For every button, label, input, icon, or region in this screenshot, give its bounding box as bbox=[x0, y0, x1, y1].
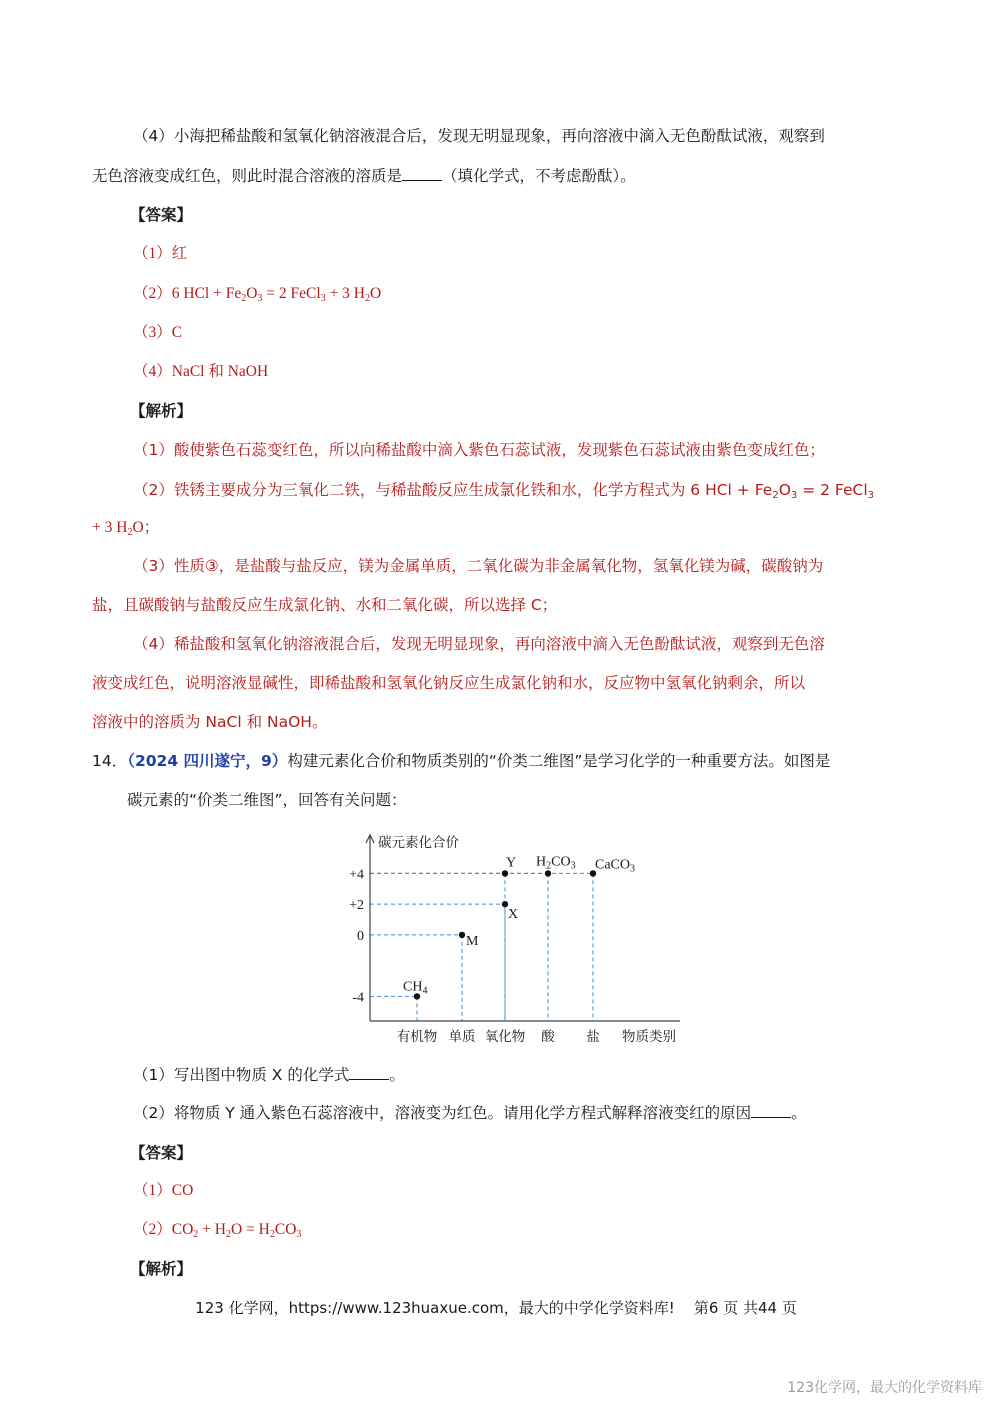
eq-part: + 3 H bbox=[325, 285, 365, 302]
sub-question-text: （1）写出图中物质 X 的化学式 bbox=[133, 1066, 350, 1084]
q13-analysis-4-line1: （4）稀盐酸和氢氧化钠溶液混合后，发现无明显现象，再向溶液中滴入无色酚酞试液，观察到无色溶 bbox=[133, 635, 825, 653]
eq-part: O bbox=[246, 285, 258, 302]
eq-part: + 3 H bbox=[92, 519, 128, 536]
answer-blank bbox=[402, 166, 442, 181]
x-tick-label: 酸 bbox=[541, 1029, 555, 1045]
point-label: Y bbox=[506, 855, 517, 871]
page-footer bbox=[0, 1297, 992, 1318]
y-tick-label: 0 bbox=[357, 928, 364, 944]
answer-label: 【答案】 bbox=[130, 206, 193, 224]
answer-blank bbox=[751, 1103, 791, 1118]
point-label: CaCO$_3$ bbox=[595, 857, 635, 875]
eq-sub: 3 bbox=[257, 293, 263, 304]
x-tick-label: 盐 bbox=[586, 1029, 600, 1045]
q13-answer-4: （4）NaCl 和 NaOH bbox=[133, 363, 269, 380]
eq-sub: 2 bbox=[269, 1229, 275, 1240]
q13-part4-line2 bbox=[92, 165, 636, 187]
q13-analysis-2-line2 bbox=[92, 517, 159, 539]
footer-page-number: 第6 页 共44 页 bbox=[693, 1299, 797, 1317]
sub-question-text: 。 bbox=[791, 1104, 807, 1122]
q13-part4-line2-post: （填化学式，不考虑酚酞）。 bbox=[442, 167, 636, 185]
x-tick-label: 单质 bbox=[448, 1029, 476, 1045]
eq-sub: 2 bbox=[365, 293, 370, 304]
q14-sub2 bbox=[133, 1102, 807, 1124]
eq-sub: 3 bbox=[296, 1229, 302, 1240]
q13-analysis-3-line1: （3）性质③，是盐酸与盐反应，镁为金属单质，二氧化碳为非金属氧化物，氢氧化镁为碱，碳酸钠为 bbox=[133, 557, 824, 575]
y-tick-label: -4 bbox=[352, 990, 364, 1006]
analysis-label: 【解析】 bbox=[130, 402, 193, 420]
chart-x-axis-label: 物质类别 bbox=[622, 1029, 676, 1045]
q14-answer-2 bbox=[133, 1219, 301, 1241]
eq-part: CO bbox=[274, 1221, 297, 1238]
analysis-label: 【解析】 bbox=[130, 1260, 193, 1278]
eq-sub: 2 bbox=[127, 527, 133, 538]
question-stem: 构建元素化合价和物质类别的“价类二维图”是学习化学的一种重要方法。如图是 bbox=[287, 752, 831, 770]
point-label: X bbox=[508, 907, 519, 923]
q13-part4-line1: （4）小海把稀盐酸和氢氧化钠溶液混合后，发现无明显现象，再向溶液中滴入无色酚酞试液，观察到 bbox=[133, 127, 825, 145]
sub-question-text: 。 bbox=[389, 1066, 405, 1084]
eq-part: O bbox=[370, 285, 382, 302]
point-label: M bbox=[466, 933, 479, 949]
eq-part: （2）6 HCl + Fe bbox=[133, 285, 242, 302]
eq-sub: 2 bbox=[225, 1229, 231, 1240]
chart-guides bbox=[370, 873, 593, 1021]
point-label: $CH_4$ bbox=[403, 979, 428, 997]
chart-x-ticks bbox=[397, 1028, 601, 1045]
eq-sub: 2 bbox=[772, 490, 779, 501]
q14-stem-line2: 碳元素的“价类二维图”，回答有关问题： bbox=[127, 791, 407, 809]
q14-sub1 bbox=[133, 1064, 405, 1086]
chart-y-axis-label: 碳元素化合价 bbox=[378, 835, 459, 851]
q13-analysis-2-line1 bbox=[133, 479, 874, 501]
q13-answer-2 bbox=[133, 283, 381, 305]
data-point bbox=[502, 870, 508, 876]
q13-analysis-3-line2: 盐，且碳酸钠与盐酸反应生成氯化钠、水和二氧化碳，所以选择 C； bbox=[92, 596, 558, 614]
footer-text: 123 化学网，https://www.123huaxue.com，最大的中学化学资料库! bbox=[195, 1299, 675, 1317]
data-point bbox=[459, 932, 465, 938]
answer-blank bbox=[349, 1065, 389, 1080]
q14-stem-line1 bbox=[92, 750, 830, 772]
eq-sub: 3 bbox=[790, 490, 798, 501]
eq-part: = 2 FeCl bbox=[797, 481, 868, 499]
y-tick-label: +4 bbox=[349, 867, 364, 883]
eq-sub: 2 bbox=[241, 293, 247, 304]
q13-answer-1: （1）红 bbox=[133, 245, 188, 262]
y-tick-label: +2 bbox=[349, 898, 364, 914]
eq-part: + H bbox=[198, 1221, 226, 1238]
eq-sub: 2 bbox=[193, 1229, 199, 1240]
q13-analysis-4-line3: 溶液中的溶质为 NaCl 和 NaOH。 bbox=[92, 713, 328, 731]
sub-question-text: （2）将物质 Y 通入紫色石蕊溶液中，溶液变为红色。请用化学方程式解释溶液变红的原因 bbox=[133, 1104, 752, 1122]
watermark: 123化学网，最大的化学资料库 bbox=[787, 1380, 982, 1396]
eq-sub: 3 bbox=[867, 490, 875, 501]
carbon-valence-chart bbox=[330, 825, 700, 1050]
eq-part: O； bbox=[132, 519, 160, 536]
chart-point-labels bbox=[403, 854, 635, 996]
eq-sub: 3 bbox=[320, 293, 326, 304]
q13-analysis-1: （1）酸使紫色石蕊变红色，所以向稀盐酸中滴入紫色石蕊试液，发现紫色石蕊试液由紫色变成红色； bbox=[133, 441, 825, 459]
q13-answer-3: （3）C bbox=[133, 324, 183, 341]
q13-part4-line2-pre: 无色溶液变成红色，则此时混合溶液的溶质是 bbox=[92, 167, 403, 185]
q14-answer-1: （1）CO bbox=[133, 1182, 194, 1199]
x-tick-label: 氧化物 bbox=[484, 1029, 526, 1045]
eq-part: （2）铁锈主要成分为三氧化二铁，与稀盐酸反应生成氯化铁和水，化学方程式为 6 HCl + Fe bbox=[133, 481, 773, 499]
q13-analysis-4-line2: 液变成红色，说明溶液显碱性，即稀盐酸和氢氧化钠反应生成氯化钠和水，反应物中氢氧化钠剩余，所以 bbox=[92, 674, 806, 692]
chart-y-ticks bbox=[349, 867, 364, 1005]
eq-part: O bbox=[778, 481, 791, 499]
eq-part: （2）CO bbox=[133, 1221, 194, 1238]
answer-label: 【答案】 bbox=[130, 1144, 193, 1162]
question-number: 14． bbox=[92, 752, 128, 770]
eq-part: O = H bbox=[230, 1221, 270, 1238]
question-source: （2024 四川遂宁，9） bbox=[127, 752, 288, 770]
eq-part: = 2 FeCl bbox=[262, 285, 321, 302]
point-label: $H_2CO_3$ bbox=[536, 854, 576, 872]
x-tick-label: 有机物 bbox=[396, 1029, 438, 1045]
